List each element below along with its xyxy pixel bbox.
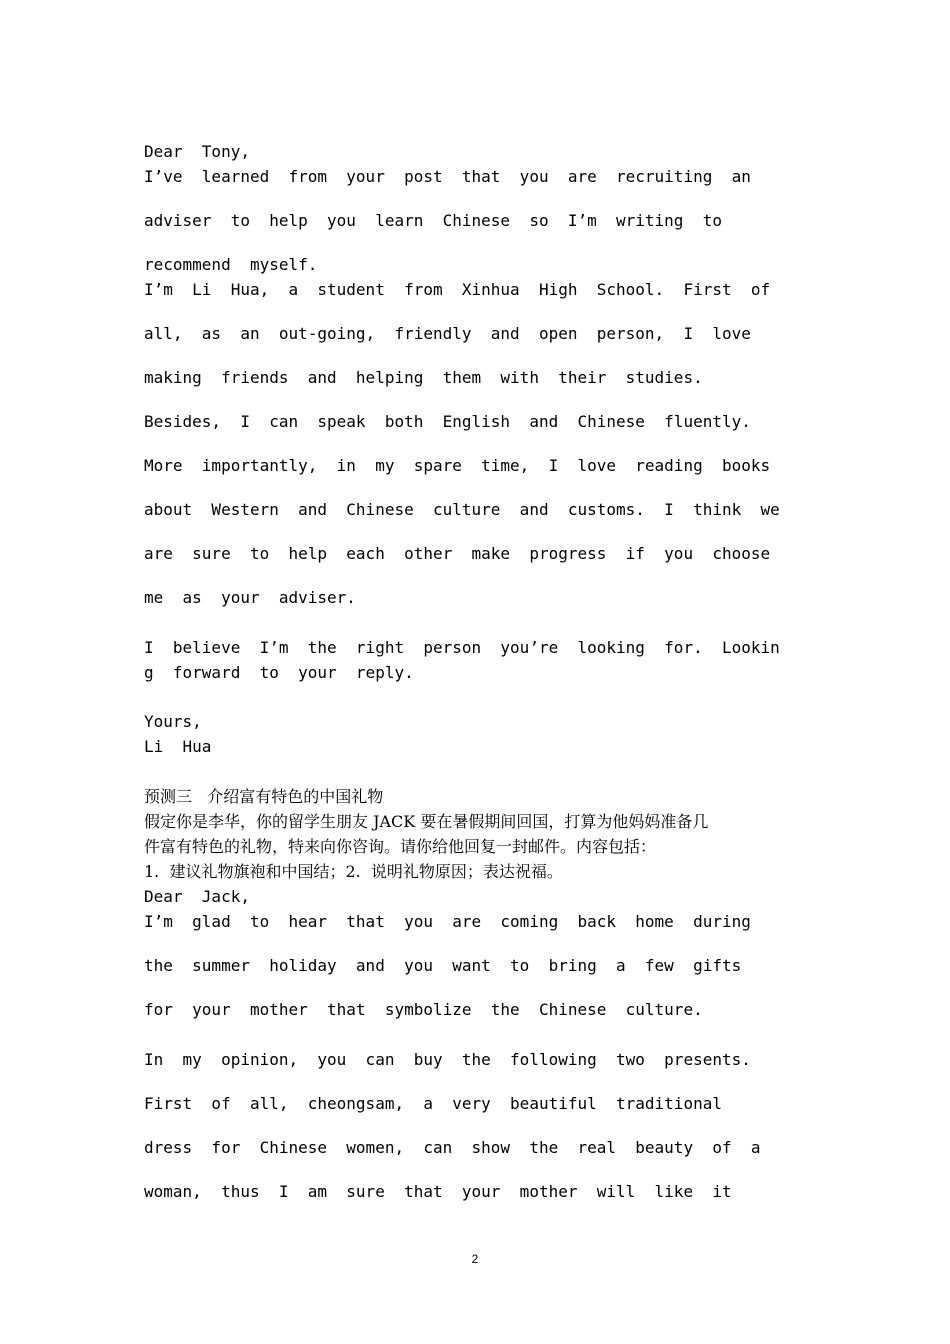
page-number: 2 bbox=[471, 1252, 479, 1266]
letter1-line: I believe I’m the right person you’re looking for. Lookin bbox=[144, 638, 780, 657]
letter1-line: making friends and helping them with their studies. bbox=[144, 368, 703, 387]
letter1-line: I’ve learned from your post that you are recruiting an bbox=[144, 167, 751, 186]
letter2-line: First of all, cheongsam, a very beautiful traditional bbox=[144, 1094, 722, 1113]
letter2-line: I’m glad to hear that you are coming back home during bbox=[144, 912, 751, 931]
letter1-line: More importantly, in my spare time, I love reading books bbox=[144, 456, 771, 475]
letter1-line: recommend myself. bbox=[144, 255, 318, 274]
letter1-greeting: Dear Tony, bbox=[144, 142, 250, 161]
letter1-line: all, as an out-going, friendly and open person, I love bbox=[144, 324, 751, 343]
letter2-line: for your mother that symbolize the Chinese culture. bbox=[144, 1000, 703, 1019]
prompt-line: 假定你是李华，你的留学生朋友 JACK 要在暑假期间回国，打算为他妈妈准备几 bbox=[144, 812, 709, 831]
letter1-line: me as your adviser. bbox=[144, 588, 356, 607]
letter2-line: the summer holiday and you want to bring a few gifts bbox=[144, 956, 742, 975]
letter1-line: are sure to help each other make progress if you choose bbox=[144, 544, 771, 563]
letter1-line: adviser to help you learn Chinese so I’m writing to bbox=[144, 211, 722, 230]
letter2-greeting: Dear Jack, bbox=[144, 887, 250, 906]
letter1-signature: Li Hua bbox=[144, 737, 212, 756]
letter1-line: Besides, I can speak both English and Chinese fluently. bbox=[144, 412, 751, 431]
letter2-line: dress for Chinese women, can show the real beauty of a bbox=[144, 1138, 761, 1157]
prompt-line: 1. 建议礼物旗袍和中国结；2. 说明礼物原因；表达祝福。 bbox=[144, 862, 563, 881]
letter2-line: woman, thus I am sure that your mother will like it bbox=[144, 1182, 732, 1201]
letter1-line: about Western and Chinese culture and customs. I think we bbox=[144, 500, 780, 519]
letter2-line: In my opinion, you can buy the following two presents. bbox=[144, 1050, 751, 1069]
letter1-line: g forward to your reply. bbox=[144, 663, 414, 682]
section-title: 预测三 介绍富有特色的中国礼物 bbox=[144, 787, 384, 806]
letter1-closing: Yours, bbox=[144, 712, 202, 731]
prompt-line: 件富有特色的礼物，特来向你咨询。请你给他回复一封邮件。内容包括： bbox=[144, 837, 657, 856]
letter1-line: I’m Li Hua, a student from Xinhua High School. First of bbox=[144, 280, 771, 299]
